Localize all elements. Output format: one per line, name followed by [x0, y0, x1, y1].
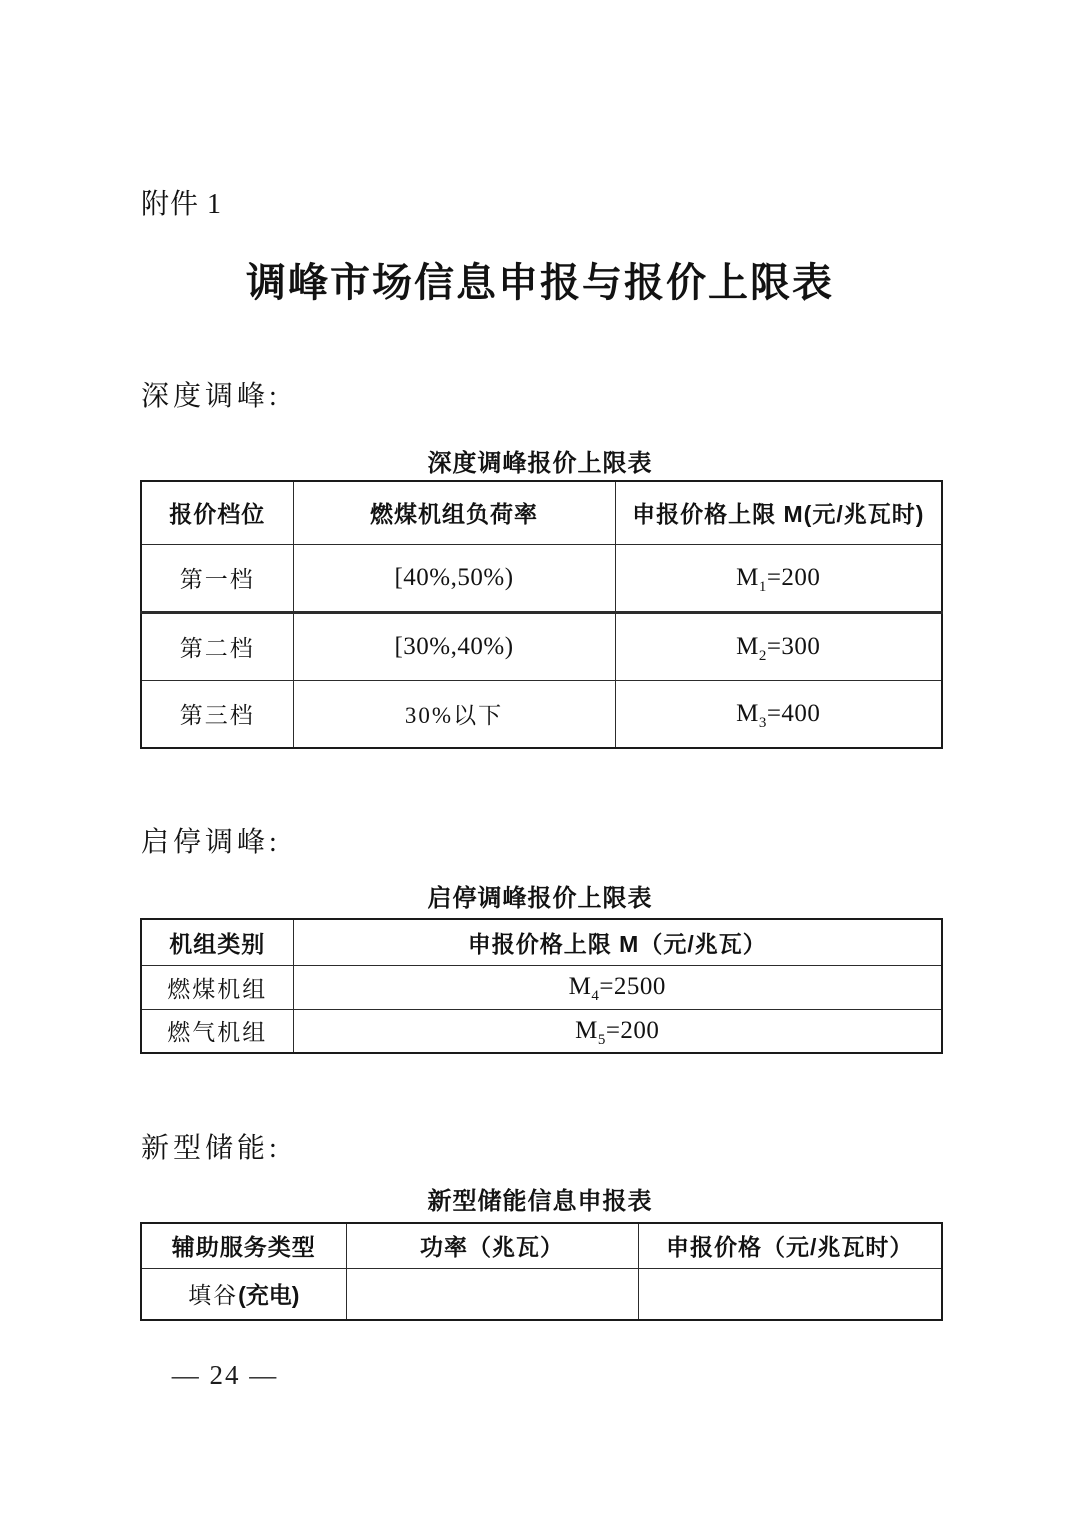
load-cell: [30%,40%) [293, 612, 615, 680]
section-label-new-storage: 新型储能: [141, 1133, 281, 1164]
price-base: M [736, 563, 759, 591]
price-base: M [736, 699, 759, 727]
price-input-cell [638, 1268, 942, 1320]
price-cell [615, 544, 942, 612]
startstop-peak-price-cap-table [140, 918, 943, 1054]
header-load-rate: 燃煤机组负荷率 [293, 481, 615, 544]
table-row [141, 680, 942, 748]
header-tier: 报价档位 [141, 481, 293, 544]
unit-type-cell: 燃煤机组 [141, 965, 293, 1009]
price-value: =400 [766, 699, 821, 727]
table-header-row [141, 1223, 942, 1268]
header-price-cap: 申报价格上限 M(元/兆瓦时) [615, 481, 942, 544]
table-caption-deep-peak: 深度调峰报价上限表 [427, 450, 653, 477]
table-row [141, 612, 942, 680]
tier-cell: 第三档 [141, 680, 293, 748]
document-title: 调峰市场信息申报与报价上限表 [246, 261, 834, 305]
load-cell: 30%以下 [293, 680, 615, 748]
price-subscript: 4 [591, 988, 600, 1004]
tier-cell: 第一档 [141, 544, 293, 612]
header-power: 功率（兆瓦） [346, 1223, 638, 1268]
header-declared-price: 申报价格（元/兆瓦时） [638, 1223, 942, 1268]
table-caption-new-storage: 新型储能信息申报表 [427, 1188, 653, 1215]
header-unit-type: 机组类别 [141, 919, 293, 965]
price-cell [293, 1009, 942, 1053]
table-header-row [141, 919, 942, 965]
price-base: M [575, 1016, 598, 1044]
unit-type-cell: 燃气机组 [141, 1009, 293, 1053]
table-row [141, 965, 942, 1009]
service-type-bold: (充电) [238, 1282, 300, 1309]
new-storage-declaration-table [140, 1222, 943, 1321]
price-subscript: 3 [758, 714, 767, 731]
section-label-deep-peak: 深度调峰: [141, 381, 281, 412]
page-number: — 24 — [171, 1360, 279, 1390]
table-row [141, 1009, 942, 1053]
price-subscript: 2 [758, 647, 767, 664]
attachment-label: 附件 1 [141, 189, 223, 220]
header-service-type: 辅助服务类型 [141, 1223, 346, 1268]
service-type-cell [141, 1268, 346, 1320]
tier-cell: 第二档 [141, 612, 293, 680]
price-value: =200 [605, 1016, 660, 1044]
header-price-cap: 申报价格上限 M（元/兆瓦） [293, 919, 942, 965]
price-subscript: 1 [758, 578, 767, 595]
power-input-cell [346, 1268, 638, 1320]
price-value: =2500 [599, 973, 666, 1000]
table-row [141, 544, 942, 612]
price-cell [615, 612, 942, 680]
price-cell [615, 680, 942, 748]
price-value: =300 [766, 632, 821, 660]
price-base: M [736, 632, 759, 660]
load-cell: [40%,50%) [293, 544, 615, 612]
section-label-startstop-peak: 启停调峰: [141, 827, 281, 858]
table-header-row [141, 481, 942, 544]
price-cell [293, 965, 942, 1009]
price-subscript: 5 [597, 1031, 606, 1048]
price-base: M [568, 973, 592, 1000]
deep-peak-price-cap-table [140, 480, 943, 749]
table-caption-startstop-peak: 启停调峰报价上限表 [427, 885, 653, 912]
price-value: =200 [766, 563, 821, 591]
table-row [141, 1268, 942, 1320]
service-type-normal: 填谷 [188, 1283, 239, 1309]
